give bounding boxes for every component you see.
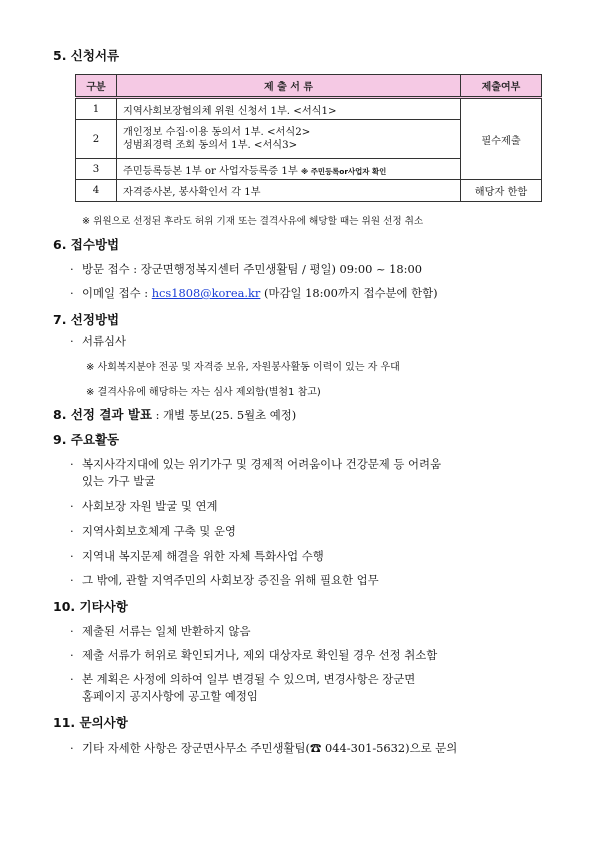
row-number: 4 [76, 180, 117, 202]
row-submission: 해당자 한함 [461, 180, 542, 202]
row-document: 지역사회보장협의체 위원 신청서 1부. <서식1> [117, 98, 461, 120]
list-item-continuation: 있는 가구 발굴 [82, 474, 156, 488]
row-document [117, 159, 461, 180]
row-number: 2 [76, 120, 117, 159]
section-9-title: 9. 주요활동 [53, 432, 120, 447]
list-item: · 지역내 복지문제 해결을 위한 자체 특화사업 수행 [70, 549, 324, 563]
list-item: · 복지사각지대에 있는 위기가구 및 경제적 어려움이나 건강문제 등 어려움 [70, 457, 442, 471]
list-item: · 이메일 접수 : hcs1808@korea.kr (마감일 18:00까지 접수분에 한함) [70, 286, 438, 300]
list-item: · 서류심사 [70, 334, 127, 348]
list-item: · 지역사회보호체계 구축 및 운영 [70, 524, 236, 538]
section-7-title: 7. 선정방법 [53, 312, 120, 327]
section-5-title: 5. 신청서류 [53, 48, 120, 63]
list-item: · 사회보장 자원 발굴 및 연계 [70, 499, 218, 513]
list-item: · 제출 서류가 허위로 확인되거나, 제외 대상자로 확인될 경우 선정 취소함 [70, 648, 438, 662]
row-document-line: 개인정보 수집·이용 동의서 1부. <서식2> [123, 127, 311, 138]
list-item: · 본 계획은 사정에 의하여 일부 변경될 수 있으며, 변경사항은 장군면 [70, 672, 416, 686]
section-7-note-2: ※ 결격사유에 해당하는 자는 심사 제외함(별첨1 참고) [86, 387, 321, 398]
row-number: 3 [76, 159, 117, 180]
section-5-note: ※ 위원으로 선정된 후라도 허위 기재 또는 결격사유에 해당할 때는 위원 선정 취소 [82, 216, 424, 227]
list-item: · 기타 자세한 사항은 장군면사무소 주민생활팀(☎ 044-301-5632)으로 문의 [70, 741, 458, 755]
row-document: 자격증사본, 봉사확인서 각 1부 [117, 180, 461, 202]
section-10-title: 10. 기타사항 [53, 599, 128, 614]
merged-submission-cell: 필수제출 [461, 98, 542, 180]
section-8-title: 8. 선정 결과 발표 : 개별 통보(25. 5월초 예정) [53, 407, 297, 422]
header-submission: 제출여부 [461, 75, 542, 98]
row-number: 1 [76, 98, 117, 120]
table-row [76, 180, 542, 202]
row-document-line: 성범죄경력 조회 동의서 1부. <서식3> [123, 140, 298, 151]
documents-table [75, 74, 542, 202]
table-row [76, 98, 542, 120]
table-header-row [76, 75, 542, 98]
section-11-title: 11. 문의사항 [53, 715, 128, 730]
header-documents: 제 출 서 류 [117, 75, 461, 98]
list-item: · 그 밖에, 관할 지역주민의 사회보장 증진을 위해 필요한 업무 [70, 573, 379, 587]
section-7-note-1: ※ 사회복지분야 전공 및 자격증 보유, 자원봉사활동 이력이 있는 자 우대 [86, 362, 400, 373]
header-category: 구분 [76, 75, 117, 98]
row-document-note: ※ 주민등록or사업자 확인 [300, 166, 387, 176]
row-document [117, 120, 461, 159]
email-link[interactable]: hcs1808@korea.kr [151, 286, 261, 300]
row-document-text: 주민등록등본 1부 or 사업자등록증 1부 [123, 165, 301, 177]
list-item-continuation: 홈페이지 공지사항에 공고할 예정임 [82, 689, 258, 703]
section-6-title: 6. 접수방법 [53, 237, 120, 252]
list-item: · 방문 접수 : 장군면행정복지센터 주민생활팀 / 평일) 09:00 ~ 18:00 [70, 262, 422, 276]
list-item: · 제출된 서류는 일체 반환하지 않음 [70, 624, 251, 638]
